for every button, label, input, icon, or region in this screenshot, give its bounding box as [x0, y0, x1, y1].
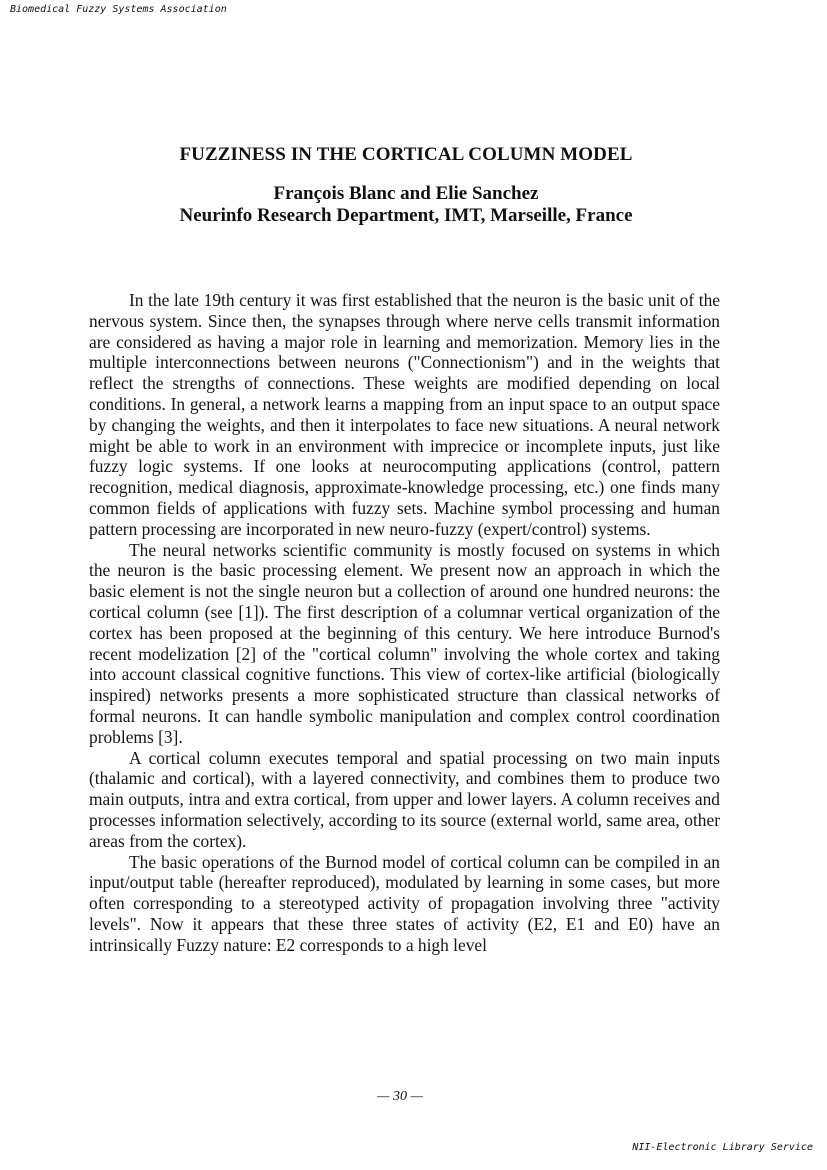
- page-number: — 30 —: [377, 1089, 423, 1104]
- paragraph-2: The neural networks scientific community is mostly focused on systems in which the neuron is the basic processing element. We present now an approach in which the basic element is not the single neuron but a collection of around one hundred neurons: the cortical column (see [1]). The first description of a columnar vertical organization of the cortex has been proposed at the beginning of this century. We here introduce Burnod's recent modelization [2] of the "cortical column" involving the whole cortex and taking into account classical cognitive functions. This view of cortex-like artificial (biologically inspired) networks presents a more sophisticated structure than classical networks of formal neurons. It can handle symbolic manipulation and complex control coordination problems [3].: [89, 539, 720, 747]
- paragraph-3: A cortical column executes temporal and spatial processing on two main inputs (thalamic and cortical), with a layered connectivity, and combines them to produce two main outputs, intra and extra cortical, from upper and lower layers. A column receives and processes information selectively, according to its source (external world, same area, other areas from the cortex).: [89, 747, 720, 851]
- paper-affiliation: Neurinfo Research Department, IMT, Marseille, France: [179, 205, 633, 226]
- paragraph-4: The basic operations of the Burnod model of cortical column can be compiled in an input/output table (hereafter reproduced), modulated by learning in some cases, but more often corresponding to a stereotyped activity of propagation involving three "activity levels". Now it appears that these three states of activity (E2, E1 and E0) have an intrinsically Fuzzy nature: E2 corresponds to a high level: [89, 851, 720, 955]
- footer-library: NII-Electronic Library Service: [632, 1142, 813, 1153]
- paper-authors: François Blanc and Elie Sanchez: [273, 183, 539, 204]
- paper-body: [89, 290, 720, 956]
- paper-title: FUZZINESS IN THE CORTICAL COLUMN MODEL: [179, 144, 633, 165]
- paragraph-1: In the late 19th century it was first established that the neuron is the basic unit of the nervous system. Since then, the synapses through where nerve cells transmit information are considered as having a major role in learning and memorization. Memory lies in the multiple interconnections between neurons ("Connectionism") and in the weights that reflect the strengths of connections. These weights are modified depending on local conditions. In general, a network learns a mapping from an input space to an output space by changing the weights, and then it interpolates to face new situations. A neural network might be able to work in an environment with imprecice or incomplete inputs, just like fuzzy logic systems. If one looks at neurocomputing applications (control, pattern recognition, medical diagnosis, approximate-knowledge processing, etc.) one finds many common fields of applications with fuzzy sets. Machine symbol processing and human pattern processing are incorporated in new neuro-fuzzy (expert/control) systems.: [89, 290, 720, 539]
- header-organization: Biomedical Fuzzy Systems Association: [10, 4, 227, 15]
